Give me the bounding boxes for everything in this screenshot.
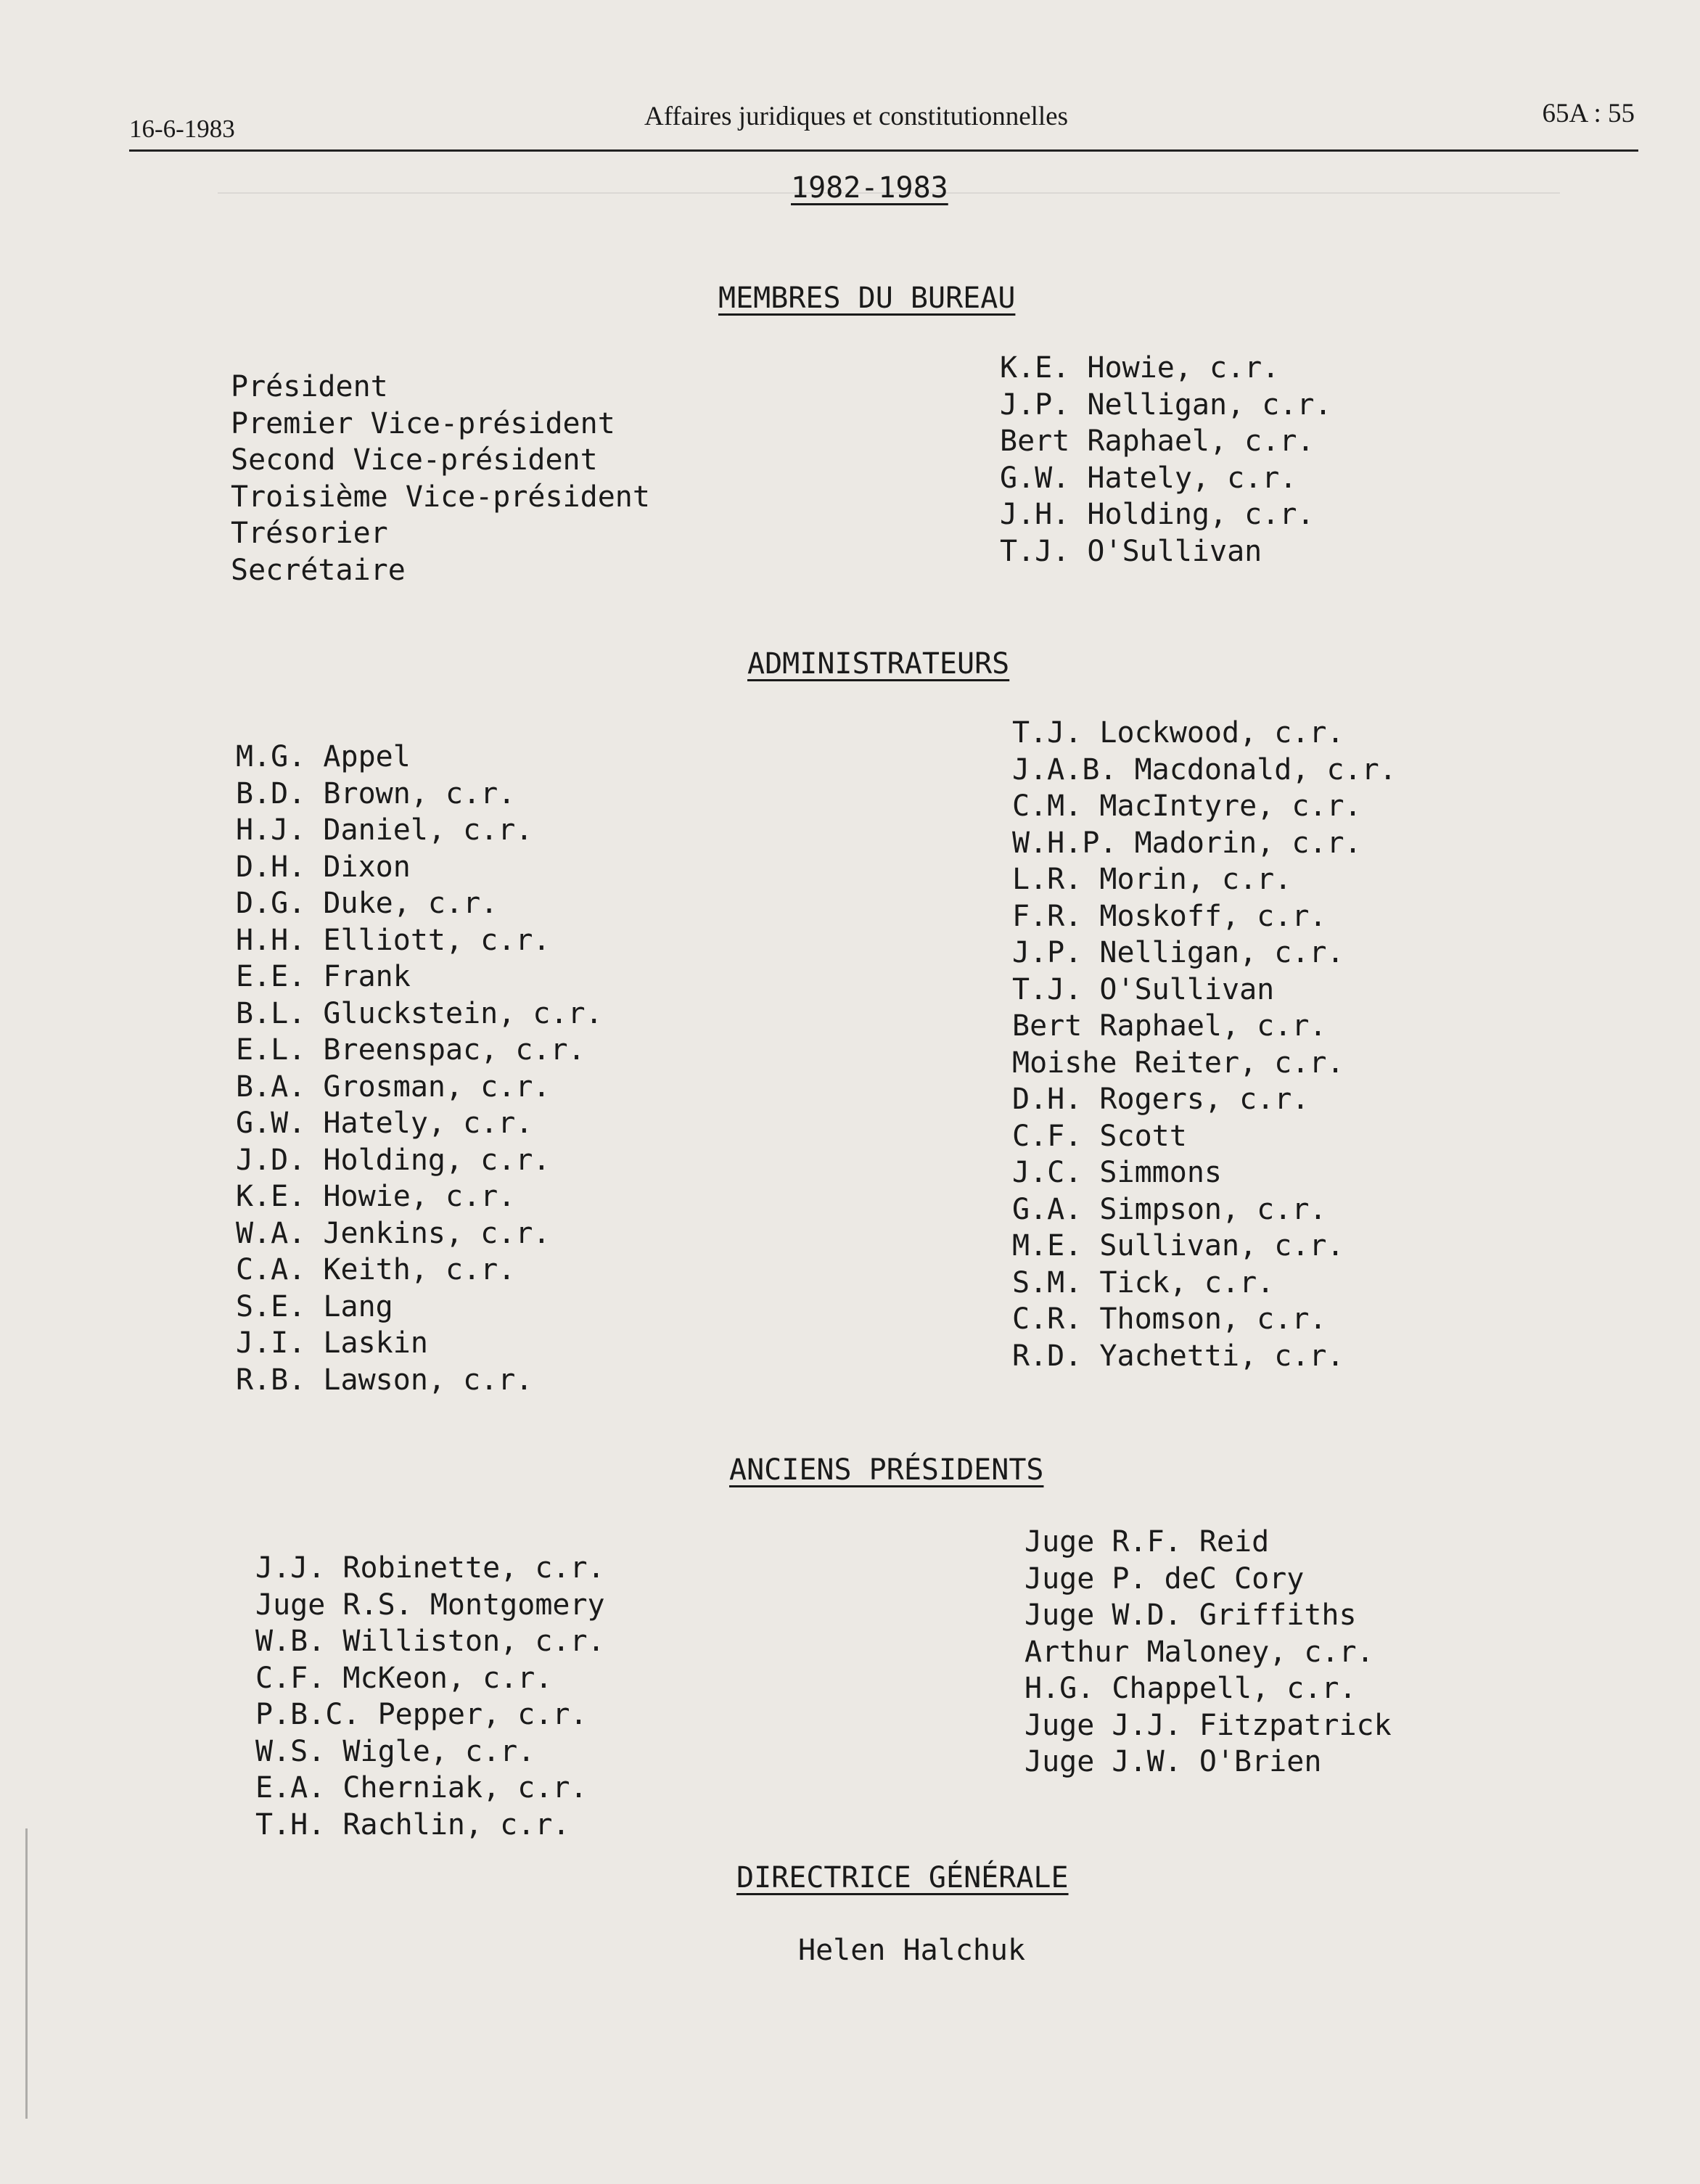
ancien-president-name: Juge J.W. O'Brien (1024, 1745, 1322, 1778)
administrateur-name: D.G. Duke, c.r. (236, 887, 498, 920)
administrateur-name: Bert Raphael, c.r. (1012, 1009, 1327, 1043)
administrateur-name: Moishe Reiter, c.r. (1012, 1046, 1344, 1080)
administrateur-name: B.A. Grosman, c.r. (236, 1070, 551, 1104)
ancien-president-name: Juge R.F. Reid (1024, 1525, 1270, 1559)
administrateur-name: R.D. Yachetti, c.r. (1012, 1339, 1344, 1373)
anciens-heading: ANCIENS PRÉSIDENTS (729, 1453, 1044, 1487)
administrateur-name: J.D. Holding, c.r. (236, 1143, 551, 1177)
directrice-heading: DIRECTRICE GÉNÉRALE (736, 1861, 1069, 1894)
bureau-name: K.E. Howie, c.r. (1000, 351, 1280, 385)
administrateur-name: D.H. Dixon (236, 850, 411, 884)
bureau-title: Premier Vice-président (231, 406, 615, 440)
ancien-president-name: Juge J.J. Fitzpatrick (1024, 1708, 1392, 1742)
bureau-title: Troisième Vice-président (231, 480, 650, 514)
ancien-president-name: E.A. Cherniak, c.r. (255, 1771, 588, 1805)
bureau-titles (231, 369, 650, 588)
header-page-number: 65A : 55 (1542, 99, 1635, 128)
administrateur-name: R.B. Lawson, c.r. (236, 1363, 533, 1397)
administrateur-name: E.L. Breenspac, c.r. (236, 1033, 586, 1067)
bureau-title: Trésorier (231, 517, 388, 550)
administrateur-name: J.C. Simmons (1012, 1156, 1222, 1189)
administrateur-name: G.A. Simpson, c.r. (1012, 1192, 1327, 1226)
administrateur-name: C.A. Keith, c.r. (236, 1253, 516, 1286)
administrateur-name: H.H. Elliott, c.r. (236, 923, 551, 957)
bureau-name: J.P. Nelligan, c.r. (1000, 387, 1332, 422)
administrateur-name: F.R. Moskoff, c.r. (1012, 899, 1327, 933)
header-title: Affaires juridiques et constitutionnelles (644, 102, 1068, 131)
administrateur-name: W.A. Jenkins, c.r. (236, 1216, 551, 1250)
administrateur-name: G.W. Hately, c.r. (236, 1107, 533, 1140)
ancien-president-name: Juge W.D. Griffiths (1024, 1598, 1357, 1632)
bureau-title: Président (231, 370, 388, 403)
page-margin-shadow (25, 1828, 28, 2119)
administrateurs-heading: ADMINISTRATEURS (747, 647, 1010, 681)
bureau-name: Bert Raphael, c.r. (1000, 424, 1315, 458)
ancien-president-name: J.J. Robinette, c.r. (255, 1551, 605, 1585)
administrateur-name: J.A.B. Macdonald, c.r. (1012, 752, 1397, 787)
ancien-president-name: T.H. Rachlin, c.r. (255, 1807, 570, 1842)
administrateur-name: L.R. Morin, c.r. (1012, 863, 1292, 896)
administrateur-name: S.E. Lang (236, 1289, 393, 1323)
administrateur-name: T.J. Lockwood, c.r. (1012, 716, 1344, 750)
administrateur-name: J.P. Nelligan, c.r. (1012, 936, 1344, 969)
ancien-president-name: C.F. McKeon, c.r. (255, 1661, 553, 1695)
bureau-heading: MEMBRES DU BUREAU (718, 282, 1016, 315)
administrateur-name: C.M. MacIntyre, c.r. (1012, 789, 1362, 823)
ancien-president-name: H.G. Chappell, c.r. (1024, 1672, 1357, 1705)
administrateur-name: D.H. Rogers, c.r. (1012, 1083, 1310, 1116)
administrateur-name: M.G. Appel (236, 740, 411, 773)
ancien-president-name: Arthur Maloney, c.r. (1024, 1635, 1374, 1669)
administrateurs-right (1012, 715, 1397, 1374)
administrateur-name: T.J. O'Sullivan (1012, 972, 1275, 1006)
bureau-title: Secrétaire (231, 553, 406, 587)
administrateurs-left (236, 739, 603, 1398)
directrice-name: Helen Halchuk (798, 1934, 1026, 1967)
ancien-president-name: Juge R.S. Montgomery (255, 1588, 605, 1622)
administrateur-name: M.E. Sullivan, c.r. (1012, 1229, 1344, 1263)
anciens-left (255, 1550, 605, 1843)
ancien-president-name: P.B.C. Pepper, c.r. (255, 1698, 588, 1731)
bureau-name: G.W. Hately, c.r. (1000, 461, 1297, 495)
administrateur-name: J.I. Laskin (236, 1326, 428, 1360)
administrateur-name: H.J. Daniel, c.r. (236, 813, 533, 847)
bureau-title: Second Vice-président (231, 443, 598, 477)
administrateur-name: W.H.P. Madorin, c.r. (1012, 826, 1362, 860)
administrateur-name: B.D. Brown, c.r. (236, 776, 516, 810)
bureau-name: J.H. Holding, c.r. (1000, 498, 1315, 531)
ancien-president-name: W.S. Wigle, c.r. (255, 1734, 535, 1768)
administrateur-name: S.M. Tick, c.r. (1012, 1265, 1275, 1300)
ancien-president-name: W.B. Williston, c.r. (255, 1625, 605, 1658)
administrateur-name: E.E. Frank (236, 960, 411, 993)
page-header (129, 87, 1638, 152)
header-date: 16-6-1983 (129, 115, 235, 143)
administrateur-name: C.R. Thomson, c.r. (1012, 1302, 1327, 1336)
administrateur-name: C.F. Scott (1012, 1119, 1187, 1153)
bureau-names (1000, 350, 1332, 570)
year-heading: 1982-1983 (791, 171, 948, 205)
ancien-president-name: Juge P. deC Cory (1024, 1561, 1305, 1596)
administrateur-name: B.L. Gluckstein, c.r. (236, 996, 603, 1030)
bureau-name: T.J. O'Sullivan (1000, 534, 1262, 568)
administrateur-name: K.E. Howie, c.r. (236, 1180, 516, 1213)
anciens-right (1024, 1524, 1392, 1781)
